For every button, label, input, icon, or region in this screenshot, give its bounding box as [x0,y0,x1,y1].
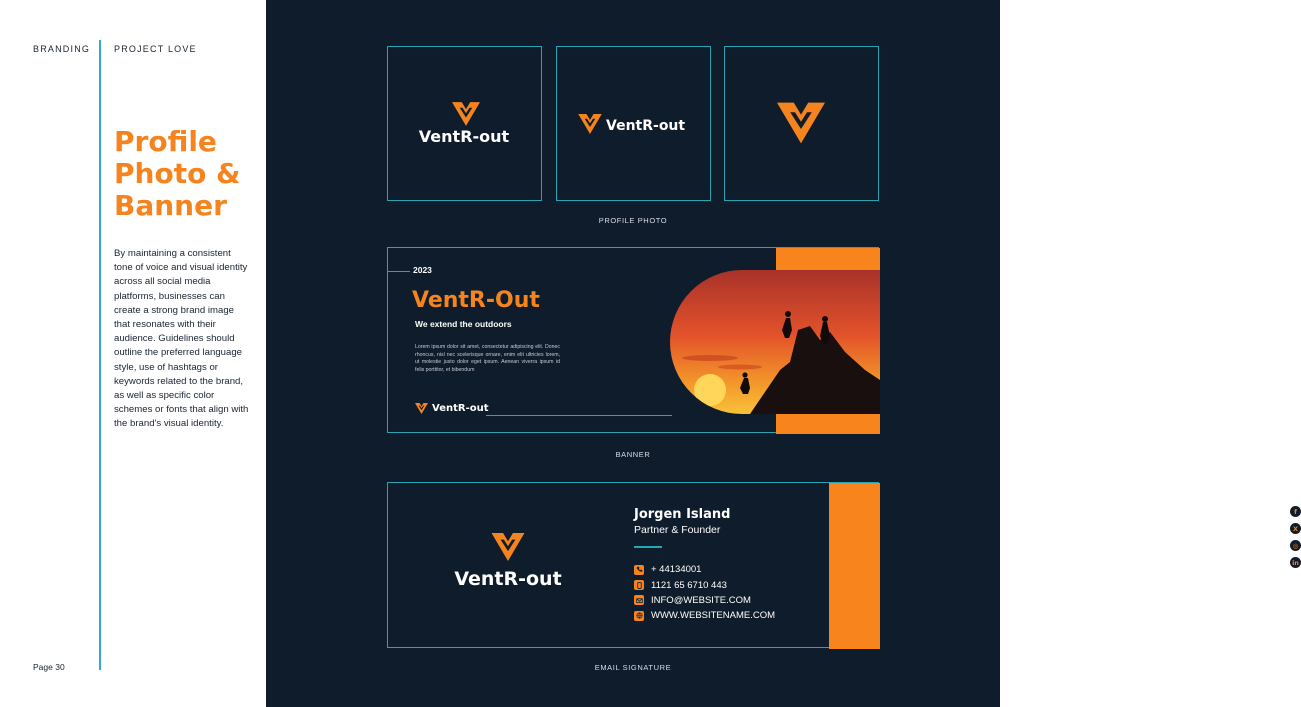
mobile-icon [634,580,644,590]
profile-wordmark: VentR-out [606,118,686,134]
linkedin-icon[interactable]: in [1290,557,1301,568]
email-signature-mockup [387,482,1299,648]
social-links [1290,506,1301,568]
banner-logo-text: VentR-out [432,403,489,414]
email-logo-text: VentR-out [454,568,562,590]
banner-logo [415,403,489,414]
instagram-icon[interactable]: ◎ [1290,540,1301,551]
contact-mobile: 1121 65 6710 443 [651,579,727,591]
globe-icon [634,611,644,621]
project-label: PROJECT LOVE [114,44,197,54]
profile-photo-caption: PROFILE PHOTO [598,216,668,225]
logo-mark-icon [491,533,525,561]
logo-mark-icon [415,403,428,414]
email-signature-caption: EMAIL SIGNATURE [594,663,672,672]
banner-accent-line [388,271,410,272]
profile-tile-mark [724,46,879,201]
mail-icon [634,595,644,605]
banner-year: 2023 [413,265,432,275]
banner-footer-line [486,415,672,416]
banner-title: VentR-Out [412,288,540,313]
banner-caption: BANNER [615,450,651,459]
signature-rule [634,546,662,548]
vertical-divider [99,40,101,670]
logo-mark-icon [452,102,480,126]
page-title: Profile Photo & Banner [114,125,241,222]
email-orange-block [829,483,1299,649]
page-number: Page 30 [33,662,65,672]
logo-mark-icon [578,114,602,134]
contact-email: INFO@WEBSITE.COM [651,594,751,606]
profile-tile-stacked [387,46,542,201]
x-icon[interactable]: X [1290,523,1301,534]
signature-name: Jorgen Island [634,507,731,522]
banner-tagline: We extend the outdoors [415,319,512,329]
contact-list [634,562,775,624]
signature-role: Partner & Founder [634,524,721,536]
banner-mockup [387,247,879,433]
logo-mark-icon [777,102,825,144]
body-paragraph: By maintaining a consistent tone of voice and visual identity across all social media platforms, businesses can create a strong brand image that resonates with their audience. Guidelines should outline the preferred language style, use of hashtags or keywords related to the brand, as well as specific color schemes or fonts that align with the brand's visual identity. [114,248,249,430]
contact-item [634,562,775,577]
contact-item [634,593,775,608]
contact-phone: + 44134001 [651,564,702,576]
contact-item [634,608,775,623]
phone-icon [634,565,644,575]
facebook-icon[interactable]: f [1290,506,1301,517]
banner-lorem: Lorem ipsum dolor sit amet, consectetur adipiscing elit. Donec rhoncus, nisl nec scelerisque ornare, enim elit ultricies lorem, ut molestie justo dolor eget ipsum. Aenean viverra ipsum id felis porttitor, et bibendum [415,344,560,373]
left-panel [0,0,266,707]
section-label: BRANDING [33,44,91,54]
contact-website: WWW.WEBSITENAME.COM [651,610,776,622]
contact-item [634,577,775,592]
email-logo [448,533,568,590]
climbers-photo [670,270,880,414]
profile-tile-horizontal [556,46,711,201]
profile-wordmark: VentR-out [418,127,510,146]
